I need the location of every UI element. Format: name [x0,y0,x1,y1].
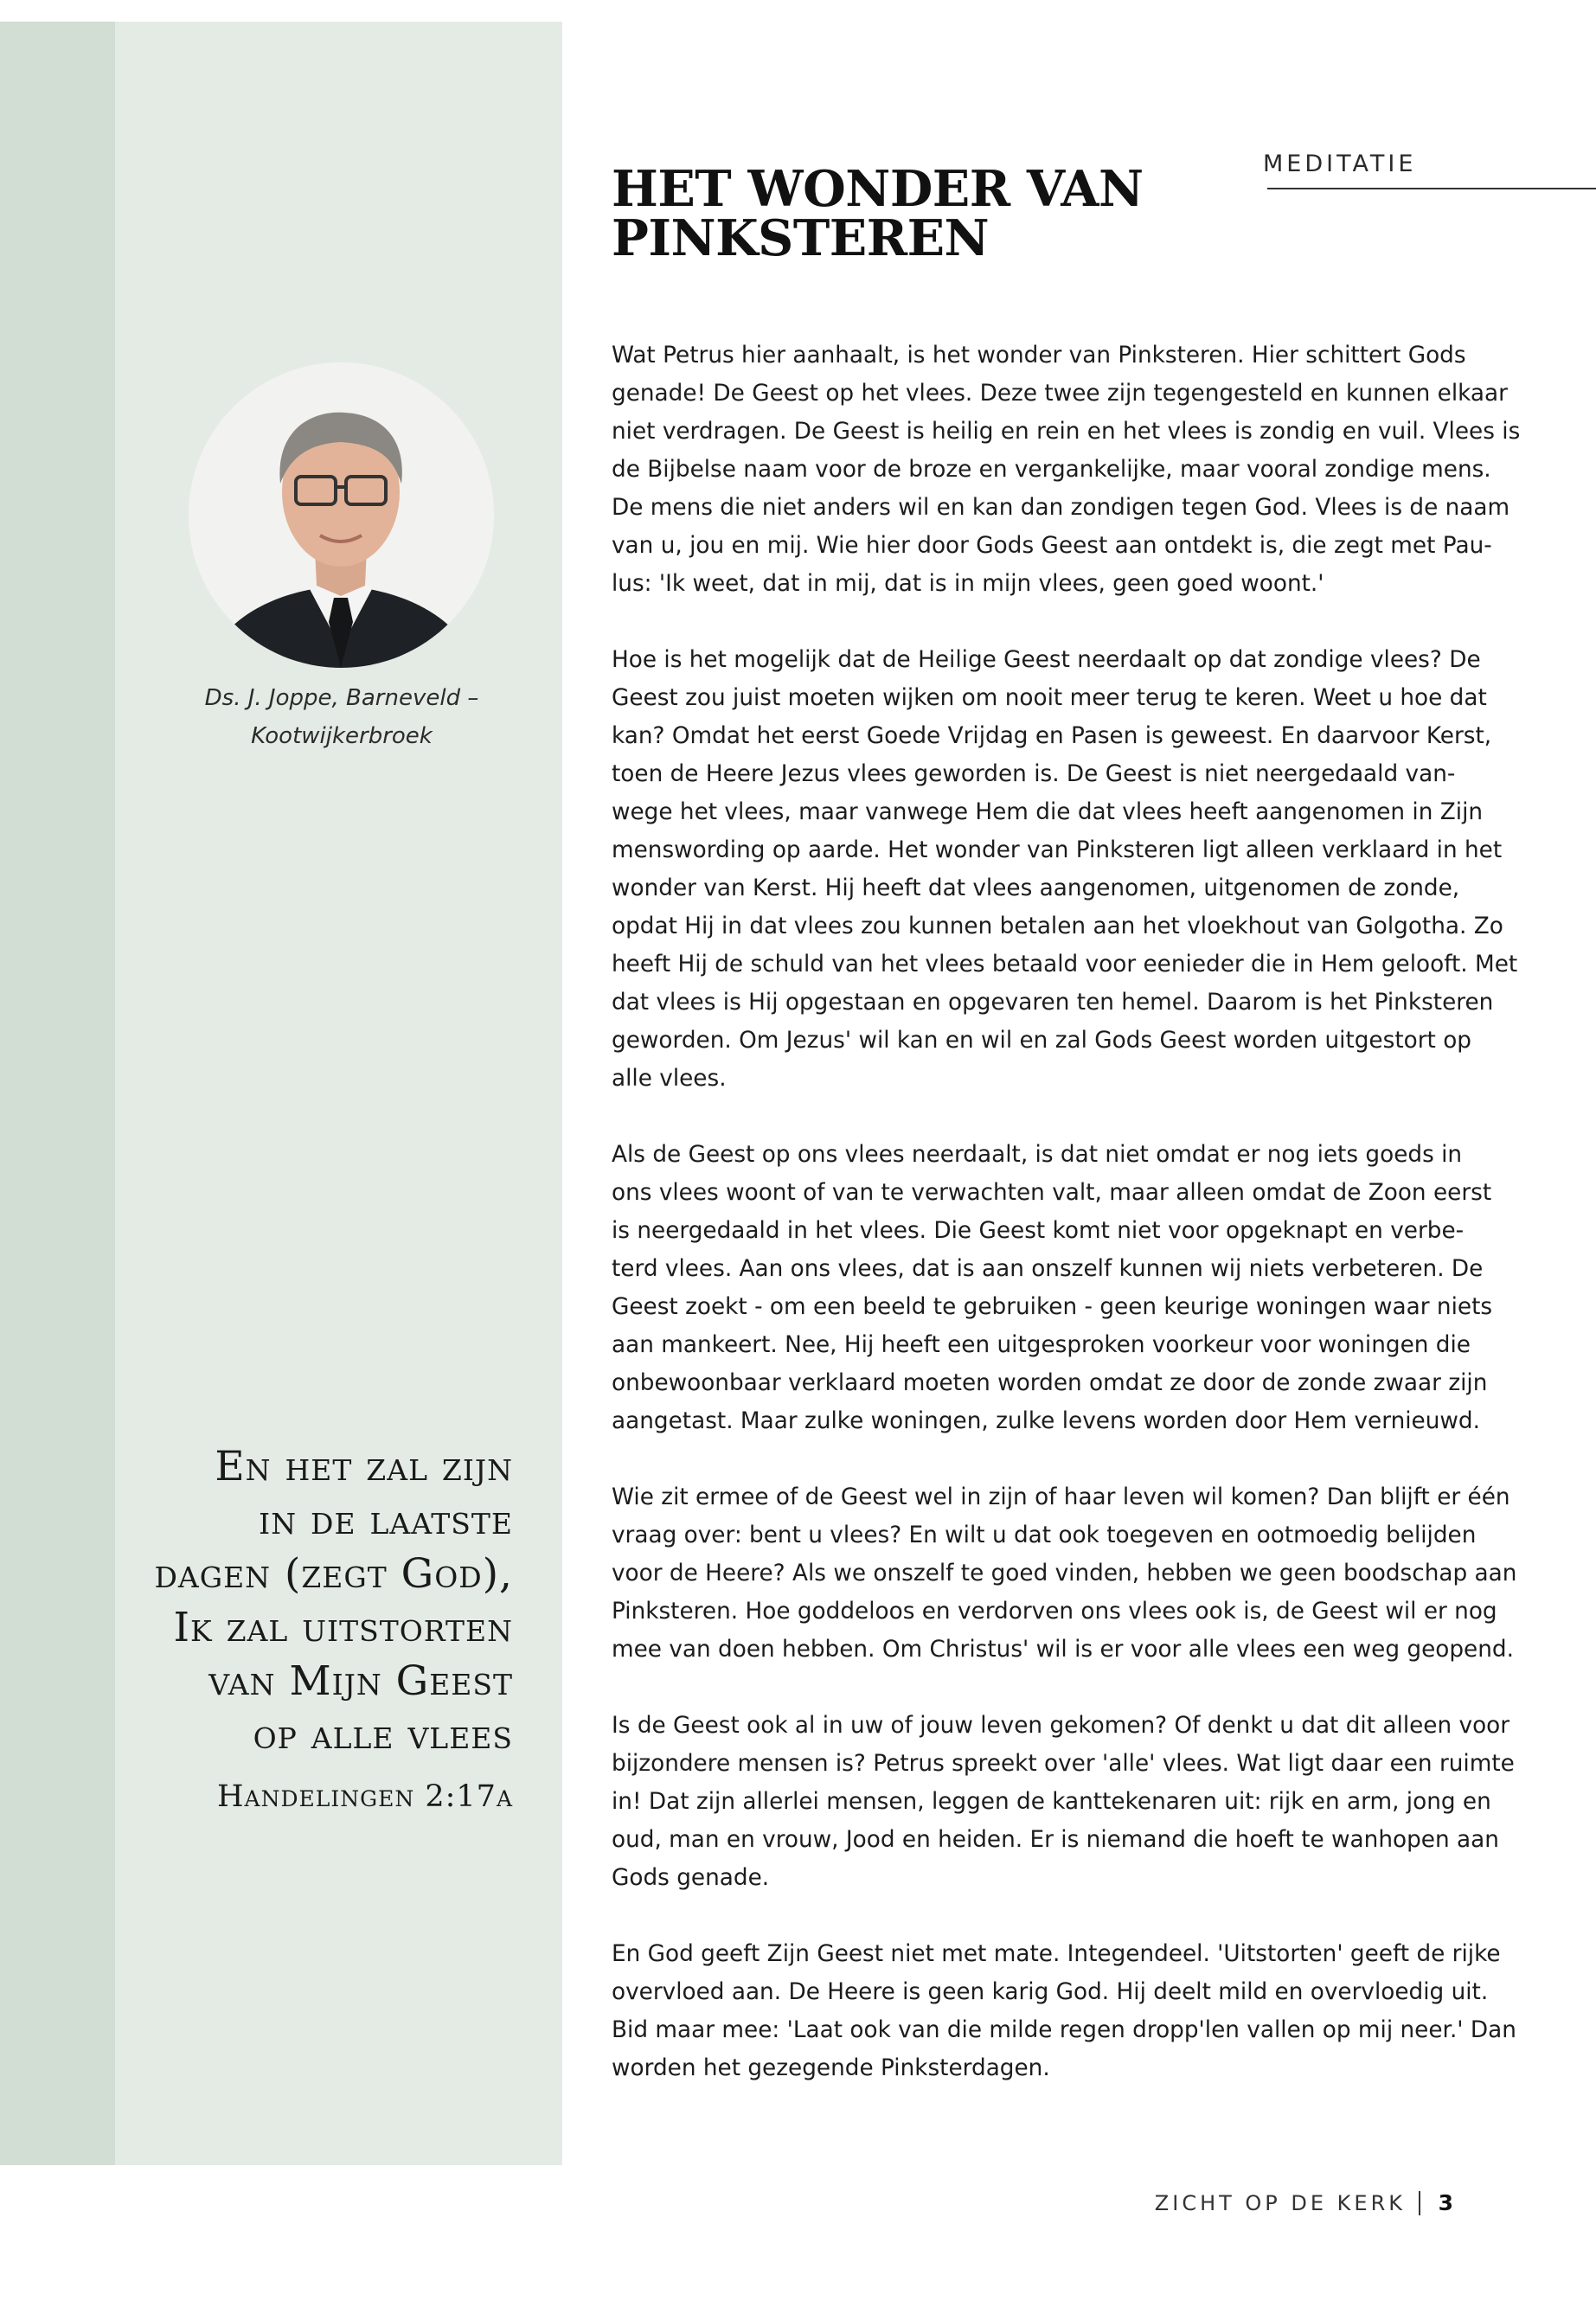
text-line: dat vlees is Hij opgestaan en opgevaren ten hemel. Daarom is het Pinksteren [612,990,1494,1016]
pull-quote [130,1440,513,1762]
text-line: Hoe is het mogelijk dat de Heilige Geest neerdaalt op dat zondige vlees? De [612,647,1481,673]
text-line: aan mankeert. Nee, Hij heeft een uitgesproken voorkeur voor woningen die [612,1332,1471,1358]
text-line: terd vlees. Aan ons vlees, dat is aan onszelf kunnen wij niets verbeteren. De [612,1256,1484,1282]
text-line: mee van doen hebben. Om Christus' wil is er voor alle vlees een weg geopend. [612,1637,1514,1663]
text-line: Geest zoekt - om een beeld te gebruiken - geen keurige woningen waar niets [612,1294,1493,1320]
text-line: vraag over: bent u vlees? En wilt u dat ook toegeven en ootmoedig belijden [612,1522,1477,1548]
text-line: wege het vlees, maar vanwege Hem die dat vlees heeft aangenomen in Zijn [612,799,1484,825]
text-line: En God geeft Zijn Geest niet met mate. Integendeel. 'Uitstorten' geeft de rijke [612,1941,1501,1967]
text-line: geworden. Om Jezus' wil kan en wil en zal Gods Geest worden uitgestort op [612,1028,1471,1054]
sidebar-band-light [115,22,562,2165]
text-line: overvloed aan. De Heere is geen karig God. Hij deelt mild en overvloedig uit. [612,1979,1489,2005]
paragraph [612,641,1517,1098]
page-footer [0,2186,1596,2221]
text-line: is neergedaald in het vlees. Die Geest komt niet voor opgeknapt en verbe- [612,1218,1465,1244]
text-line: menswording op aarde. Het wonder van Pinksteren ligt alleen verklaard in het [612,837,1503,863]
text-line: genade! De Geest op het vlees. Deze twee zijn tegengesteld en kunnen elkaar [612,381,1508,407]
text-line: de Bijbelse naam voor de broze en vergankelijke, maar vooral zondige mens. [612,457,1491,483]
text-line: Geest zou juist moeten wijken om nooit meer terug te keren. Weet u hoe dat [612,685,1487,711]
portrait-photo [189,362,494,668]
quote-line: op alle vlees [253,1711,513,1759]
author-caption [182,679,502,755]
text-line: lus: 'Ik weet, dat in mij, dat is in mijn vlees, geen goed woont.' [612,571,1324,597]
text-line: kan? Omdat het eerst Goede Vrijdag en Pasen is geweest. En daarvoor Kerst, [612,723,1492,749]
quote-line: Ik zal uitstorten [173,1604,513,1651]
text-line: wonder van Kerst. Hij heeft dat vlees aangenomen, uitgenomen de zonde, [612,875,1460,901]
paragraph [612,1707,1515,1897]
quote-reference: Handelingen 2:17a [217,1779,513,1814]
quote-line: van Mijn Geest [208,1657,513,1705]
text-line: van u, jou en mij. Wie hier door Gods Geest aan ontdekt is, die zegt met Pau- [612,533,1492,559]
quote-line: En het zal zijn [215,1443,513,1490]
author-portrait [189,362,494,668]
text-line: in! Dat zijn allerlei mensen, leggen de kanttekenaren uit: rijk en arm, jong en [612,1789,1491,1815]
text-line: niet verdragen. De Geest is heilig en rein en het vlees is zondig en vuil. Vlees is [612,419,1521,445]
text-line: heeft Hij de schuld van het vlees betaald voor eenieder die in Hem gelooft. Met [612,952,1518,977]
publication-name: ZICHT OP DE KERK [1154,2191,1406,2215]
paragraph [612,336,1520,603]
title-line: HET WONDER VAN [612,160,1144,218]
quote-line: dagen (zegt God), [154,1550,513,1598]
section-label: MEDITATIE [1263,151,1417,177]
page-number: 3 [1438,2190,1453,2215]
text-line: onbewoonbaar verklaard moeten worden omdat ze door de zonde zwaar zijn [612,1370,1488,1396]
quote-line: in de laatste [259,1497,513,1544]
caption-line: Kootwijkerbroek [251,723,433,749]
paragraph [612,1136,1492,1440]
text-line: voor de Heere? Als we onszelf te goed vinden, hebben we geen boodschap aan [612,1561,1517,1586]
text-line: toen de Heere Jezus vlees geworden is. De Geest is niet neergedaald van- [612,761,1456,787]
text-line: oud, man en vrouw, Jood en heiden. Er is niemand die hoeft te wanhopen aan [612,1827,1499,1853]
paragraph [612,1935,1516,2087]
title-line: PINKSTEREN [612,209,990,267]
text-line: Is de Geest ook al in uw of jouw leven gekomen? Of denkt u dat dit alleen voor [612,1713,1510,1739]
paragraph [612,1478,1516,1669]
text-line: Bid maar mee: 'Laat ook van die milde regen dropp'len vallen op mij neer.' Dan [612,2017,1516,2043]
text-line: ons vlees woont of van te verwachten valt, maar alleen omdat de Zoon eerst [612,1180,1492,1206]
text-line: aangetast. Maar zulke woningen, zulke levens worden door Hem vernieuwd. [612,1408,1480,1434]
text-line: Pinksteren. Hoe goddeloos en verdorven ons vlees ook is, de Geest wil er nog [612,1599,1497,1625]
page-title [612,160,1217,267]
text-line: Gods genade. [612,1865,770,1891]
text-line: worden het gezegende Pinksterdagen. [612,2055,1050,2081]
section-rule [1267,188,1596,189]
text-line: alle vlees. [612,1066,727,1092]
text-line: Als de Geest op ons vlees neerdaalt, is dat niet omdat er nog iets goeds in [612,1142,1463,1168]
text-line: De mens die niet anders wil en kan dan zondigen tegen God. Vlees is de naam [612,495,1510,521]
text-line: opdat Hij in dat vlees zou kunnen betalen aan het vloekhout van Golgotha. Zo [612,913,1503,939]
caption-line: Ds. J. Joppe, Barneveld – [204,685,479,711]
sidebar-band-dark [0,22,115,2165]
text-line: Wat Petrus hier aanhaalt, is het wonder van Pinksteren. Hier schittert Gods [612,343,1466,369]
text-line: bijzondere mensen is? Petrus spreekt over 'alle' vlees. Wat ligt daar een ruimte [612,1751,1515,1777]
text-line: Wie zit ermee of de Geest wel in zijn of haar leven wil komen? Dan blijft er één [612,1484,1510,1510]
footer-divider [1419,2191,1420,2215]
